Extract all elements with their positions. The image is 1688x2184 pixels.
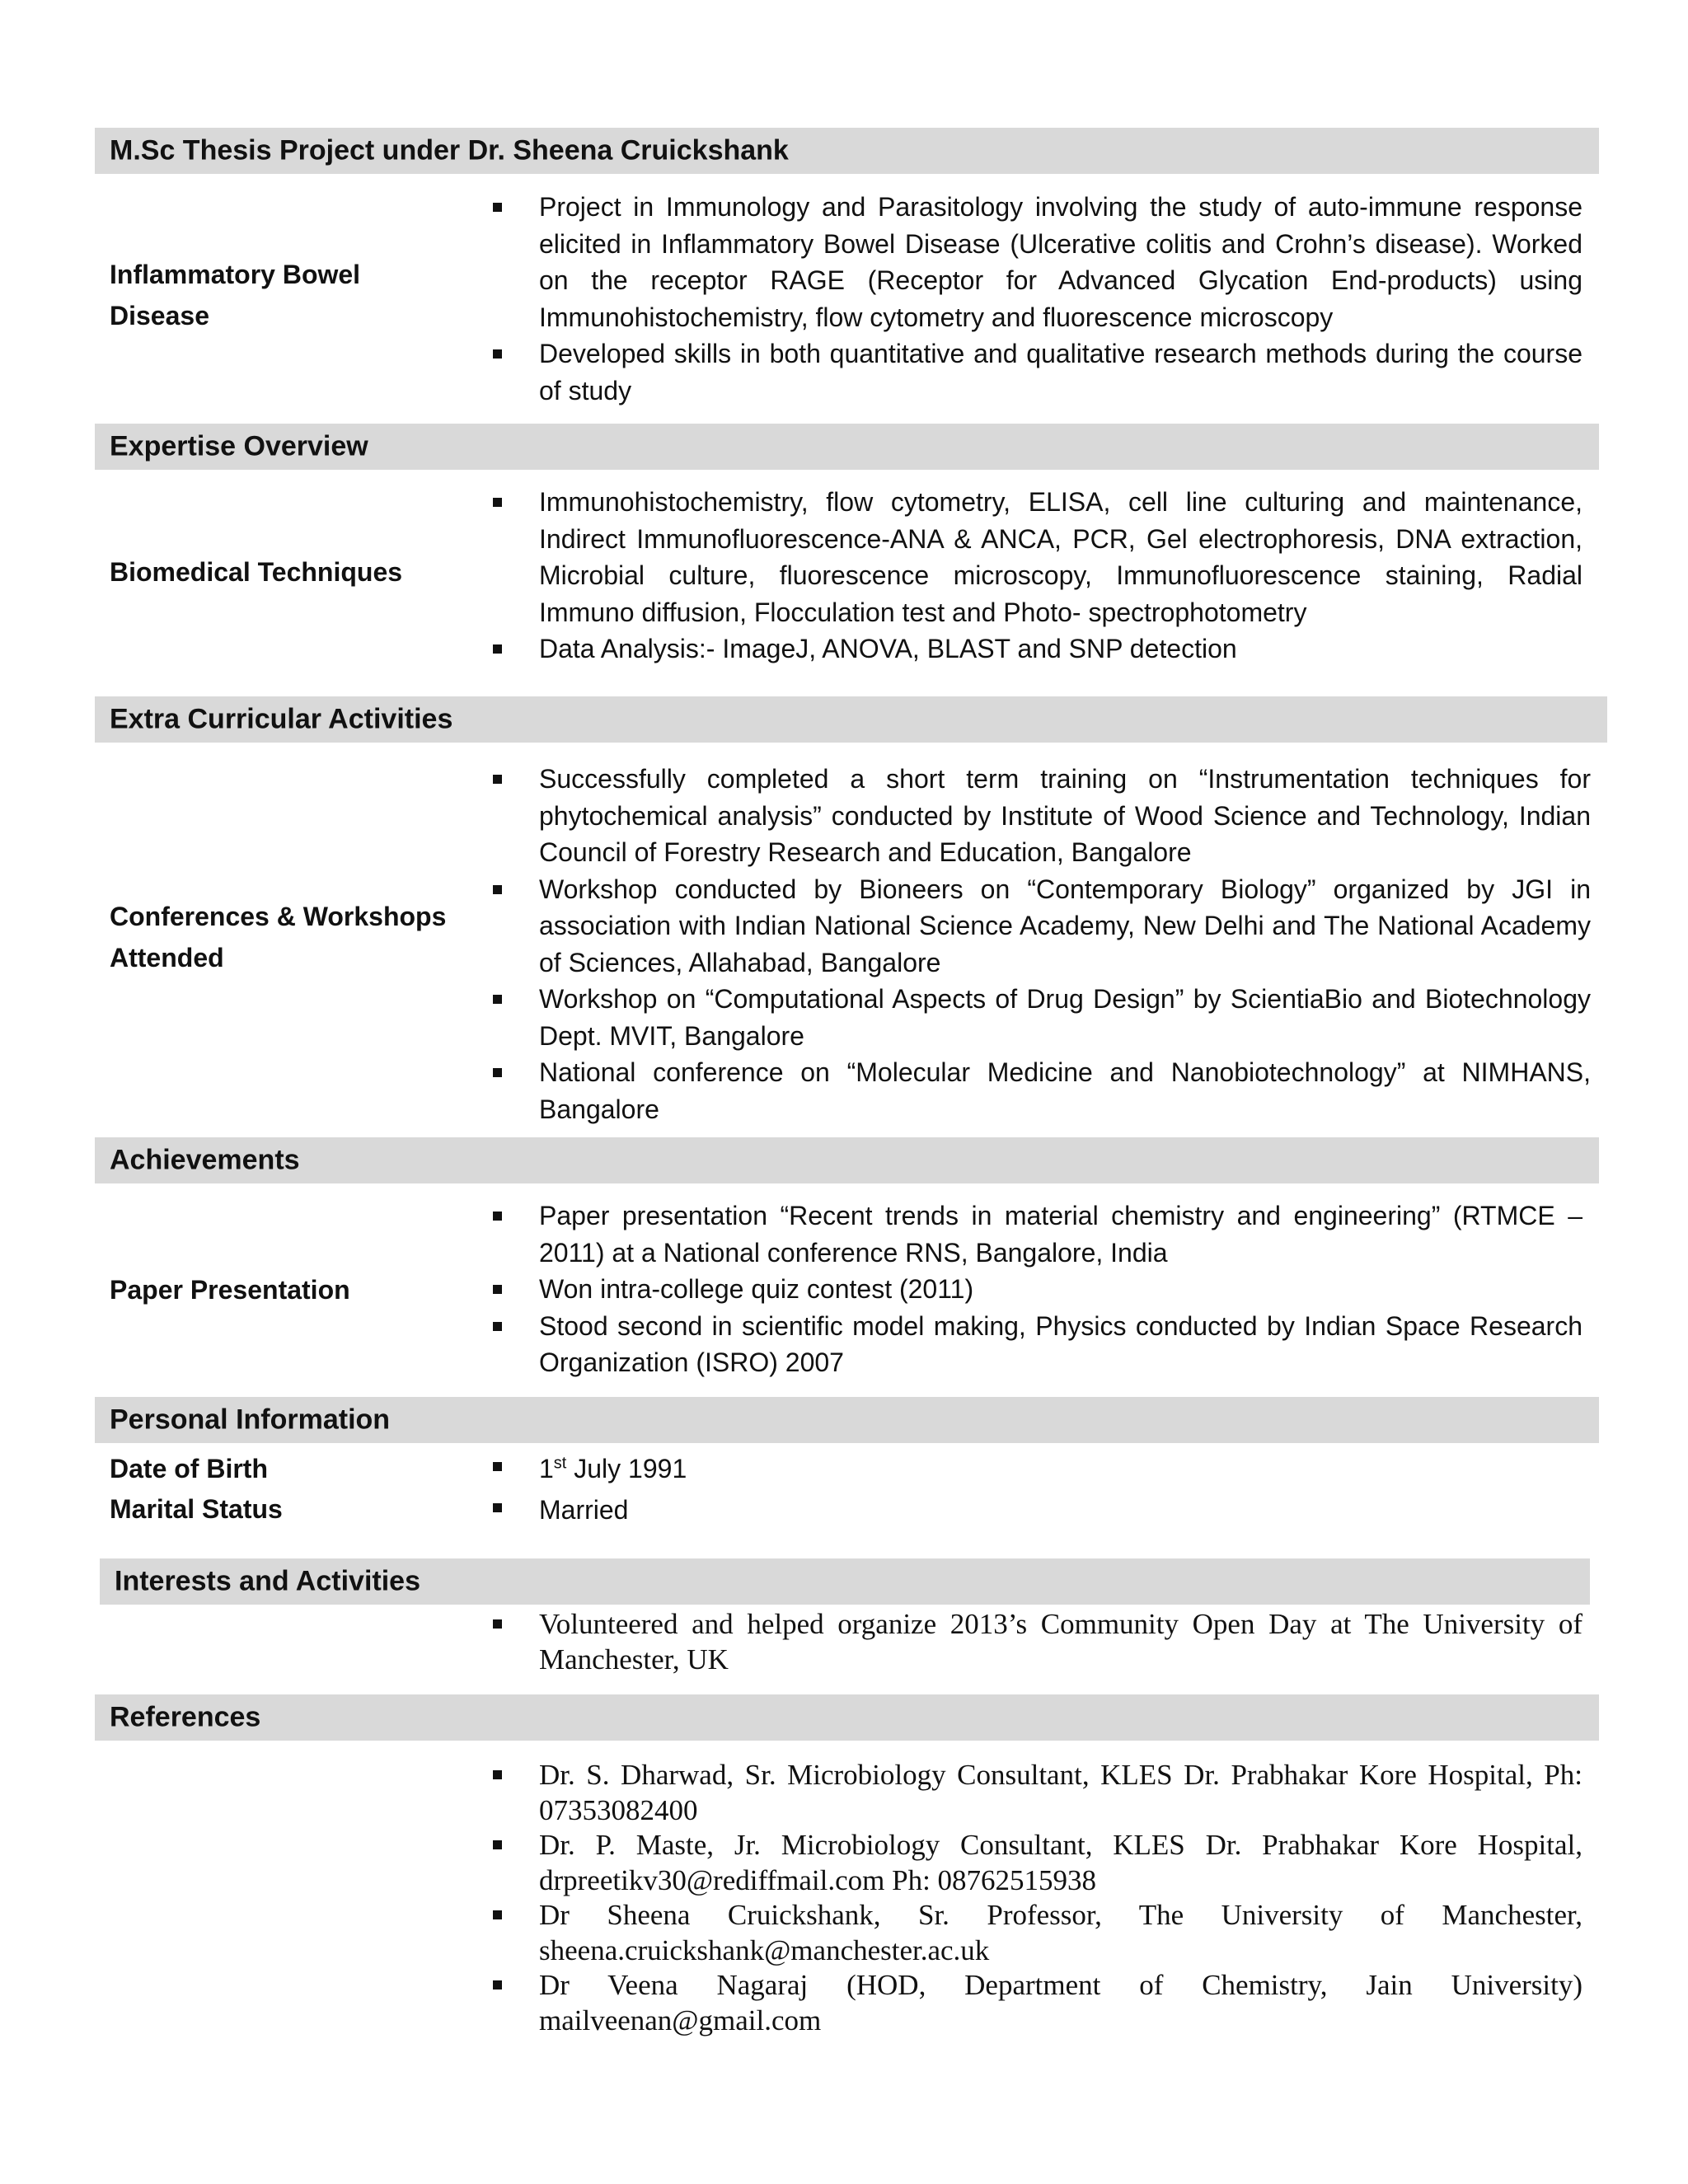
marital-label: Marital Status	[110, 1494, 283, 1524]
list-item: Project in Immunology and Parasitology involving the study of auto-immune response elicited in Inflammatory Bowel Disease (Ulcerative colitis and Crohn’s disease). Worked on the receptor RAGE (Receptor for Advanced Glycation End-products) using Immunohistochemistry, flow cytometry and fluorescence microscopy	[486, 189, 1582, 335]
list-item: Successfully completed a short term training on “Instrumentation techniques for phytochemical analysis” conducted by Institute of Wood Science and Technology, Indian Council of Forestry Research and Education, Bangalore	[486, 761, 1591, 871]
extra-label: Conferences & Workshops Attended	[110, 902, 447, 972]
section-header-thesis	[95, 128, 1599, 174]
list-item: Won intra-college quiz contest (2011)	[486, 1271, 1582, 1308]
list-item: Dr Sheena Cruickshank, Sr. Professor, The University of Manchester, sheena.cruickshank@manchester.ac.uk	[486, 1898, 1582, 1968]
expertise-label: Biomedical Techniques	[110, 557, 403, 587]
section-title-references: References	[110, 1701, 261, 1733]
expertise-list	[486, 484, 1582, 668]
extra-list	[486, 761, 1591, 1127]
dob-label: Date of Birth	[110, 1454, 268, 1483]
thesis-list	[486, 189, 1582, 409]
list-item: Data Analysis:- ImageJ, ANOVA, BLAST and SNP detection	[486, 630, 1582, 668]
list-item: Dr Veena Nagaraj (HOD, Department of Chemistry, Jain University) mailveenan@gmail.com	[486, 1968, 1582, 2038]
list-item: Paper presentation “Recent trends in material chemistry and engineering” (RTMCE – 2011) at a National conference RNS, Bangalore, India	[486, 1197, 1582, 1271]
marital-value: Married	[486, 1489, 1582, 1530]
achievements-list	[486, 1197, 1582, 1381]
list-item: Stood second in scientific model making, Physics conducted by Indian Space Research Organization (ISRO) 2007	[486, 1308, 1582, 1381]
thesis-label: Inflammatory Bowel Disease	[110, 260, 361, 330]
section-title-expertise: Expertise Overview	[110, 430, 368, 462]
section-title-extra: Extra Curricular Activities	[110, 703, 453, 735]
section-title-achievements: Achievements	[110, 1144, 300, 1176]
list-item: Workshop on “Computational Aspects of Drug Design” by ScientiaBio and Biotechnology Dept. MVIT, Bangalore	[486, 981, 1591, 1054]
references-list	[486, 1758, 1582, 2038]
list-item: Workshop conducted by Bioneers on “Contemporary Biology” organized by JGI in association with Indian National Science Academy, New Delhi and The National Academy of Sciences, Allahabad, Bangalore	[486, 871, 1591, 982]
section-title-personal: Personal Information	[110, 1404, 391, 1436]
list-item: Developed skills in both quantitative and qualitative research methods during the course of study	[486, 335, 1582, 409]
list-item: National conference on “Molecular Medicine and Nanobiotechnology” at NIMHANS, Bangalore	[486, 1054, 1591, 1127]
section-header-references	[95, 1694, 1599, 1741]
section-header-extra	[95, 696, 1607, 743]
interests-list	[486, 1607, 1582, 1677]
section-header-personal	[95, 1397, 1599, 1443]
list-item: Dr. P. Maste, Jr. Microbiology Consultant, KLES Dr. Prabhakar Kore Hospital, drpreetikv30@rediffmail.com Ph: 08762515938	[486, 1828, 1582, 1898]
section-header-expertise	[95, 424, 1599, 470]
list-item: Volunteered and helped organize 2013’s Community Open Day at The University of Manchester, UK	[486, 1607, 1582, 1677]
list-item: Dr. S. Dharwad, Sr. Microbiology Consultant, KLES Dr. Prabhakar Kore Hospital, Ph: 07353082400	[486, 1758, 1582, 1828]
personal-list	[486, 1448, 1582, 1530]
section-title-interests: Interests and Activities	[115, 1565, 420, 1597]
dob-value: 1st July 1991	[486, 1448, 1582, 1489]
section-header-interests	[100, 1558, 1590, 1605]
section-header-achievements	[95, 1137, 1599, 1183]
list-item: Immunohistochemistry, flow cytometry, ELISA, cell line culturing and maintenance, Indirect Immunofluorescence-ANA & ANCA, PCR, Gel electrophoresis, DNA extraction, Microbial culture, fluorescence microscopy, Immunofluorescence staining, Radial Immuno diffusion, Flocculation test and Photo- spectrophotometry	[486, 484, 1582, 630]
section-title-thesis: M.Sc Thesis Project under Dr. Sheena Cruickshank	[110, 134, 789, 166]
achievements-label: Paper Presentation	[110, 1275, 350, 1305]
